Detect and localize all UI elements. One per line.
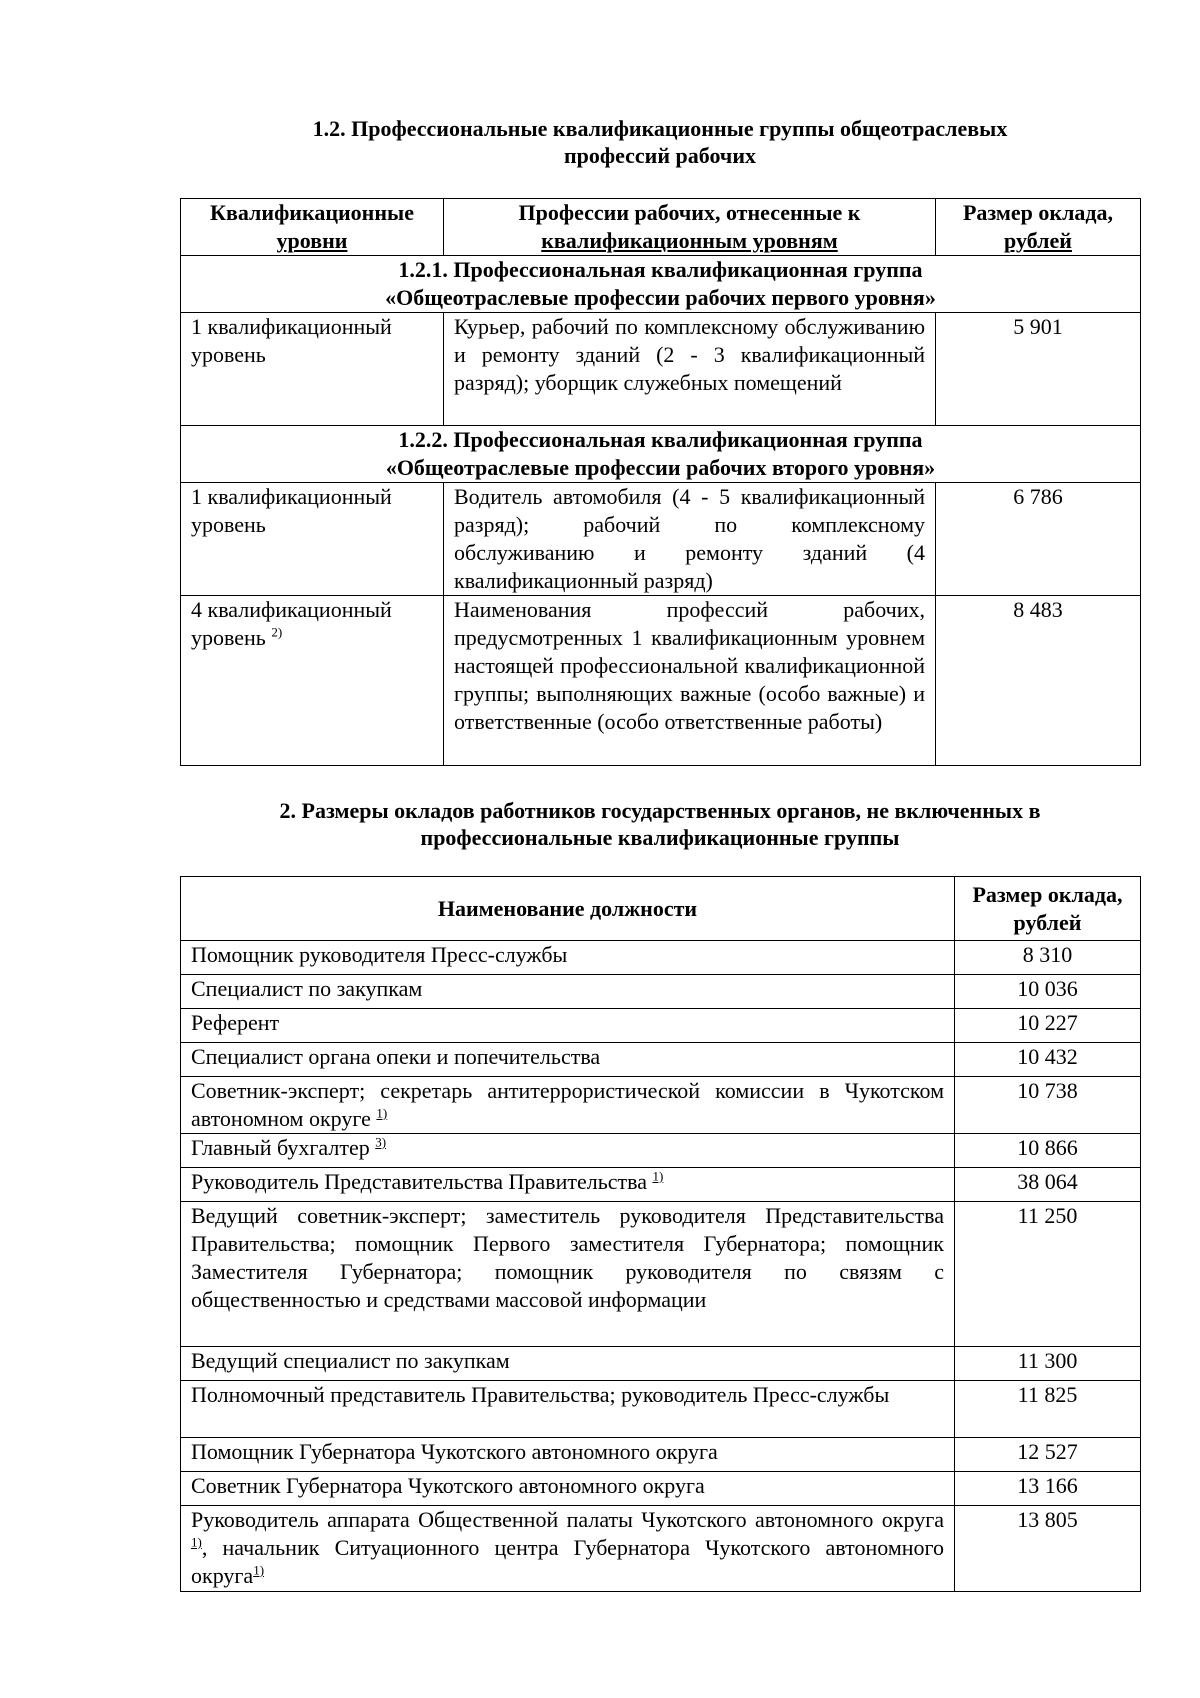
footnote-marker: 3)	[375, 1134, 387, 1150]
section-1-2-title-line2: профессий рабочих	[563, 143, 756, 168]
position-cell: Ведущий специалист по закупкам	[181, 1347, 955, 1381]
position-cell: Специалист органа опеки и попечительства	[181, 1043, 955, 1077]
salary-cell: 10 227	[955, 1009, 1141, 1043]
salary-cell: 10 432	[955, 1043, 1141, 1077]
section-2-title-line1: 2. Размеры окладов работников государственных органов, не включенных в	[279, 798, 1041, 823]
salary-cell: 11 825	[955, 1381, 1141, 1438]
salary-cell: 11 300	[955, 1347, 1141, 1381]
table-row	[181, 313, 1141, 426]
salary-cell: 6 786	[936, 483, 1141, 596]
salary-cell: 10 866	[955, 1134, 1141, 1168]
table-row	[181, 941, 1141, 975]
footnote-marker: 1)	[191, 1534, 202, 1550]
salary-cell: 11 250	[955, 1202, 1141, 1347]
column-header-position: Наименование должности	[181, 877, 955, 941]
group-1-2-2-title: 1.2.2. Профессиональная квалификационная группа «Общеотраслевые профессии рабочих второго уровня»	[181, 426, 1141, 483]
salary-cell: 8 310	[955, 941, 1141, 975]
column-header-salary: Размер оклада, рублей	[955, 877, 1141, 941]
positions-salary-table	[180, 876, 1141, 1592]
table-row	[181, 1347, 1141, 1381]
table-row	[181, 1134, 1141, 1168]
group-heading-row	[181, 426, 1141, 483]
table-header-row	[181, 199, 1141, 256]
column-header-professions: Профессии рабочих, отнесенные к квалификационным уровням	[444, 199, 936, 256]
level-cell: 4 квалификационный уровень $^{2)}$	[181, 596, 444, 766]
table-row	[181, 975, 1141, 1009]
table-row	[181, 1043, 1141, 1077]
column-header-salary: Размер оклада, рублей	[936, 199, 1141, 256]
section-2-title-line2: профессиональные квалификационные группы	[420, 825, 900, 850]
salary-cell: 12 527	[955, 1438, 1141, 1472]
table-row	[181, 1009, 1141, 1043]
salary-cell: 10 738	[955, 1077, 1141, 1134]
position-cell: Полномочный представитель Правительства; руководитель Пресс-службы	[181, 1381, 955, 1438]
salary-cell: 5 901	[936, 313, 1141, 426]
salary-cell: 8 483	[936, 596, 1141, 766]
footnote-marker: 1)	[376, 1105, 388, 1121]
section-2-title	[180, 797, 1140, 851]
column-header-levels: Квалификационные уровни	[181, 199, 444, 256]
salary-cell: 13 805	[955, 1506, 1141, 1592]
professions-cell: Курьер, рабочий по комплексному обслуживанию и ремонту зданий (2 - 3 квалификационный разряд); уборщик служебных помещений	[444, 313, 936, 426]
table-row	[181, 1202, 1141, 1347]
table-row	[181, 1506, 1141, 1592]
position-cell: Руководитель аппарата Общественной палаты Чукотского автономного округа $^{1)}$, начальник Ситуационного центра Губернатора Чукотского автономного округа$^{1)}$	[181, 1506, 955, 1592]
position-cell: Советник-эксперт; секретарь антитеррористической комиссии в Чукотском автономном округе $^{1)}$	[181, 1077, 955, 1134]
position-cell: Главный бухгалтер $^{3)}$	[181, 1134, 955, 1168]
section-1-2-title-line1: 1.2. Профессиональные квалификационные группы общеотраслевых	[312, 116, 1008, 141]
section-1-2-title	[180, 115, 1140, 169]
position-cell: Помощник Губернатора Чукотского автономного округа	[181, 1438, 955, 1472]
professions-cell: Водитель автомобиля (4 - 5 квалификационный разряд); рабочий по комплексному обслуживанию и ремонту зданий (4 квалификационный разряд)	[444, 483, 936, 596]
footnote-marker: 1)	[652, 1168, 664, 1184]
level-cell: 1 квалификационный уровень	[181, 483, 444, 596]
salary-cell: 13 166	[955, 1472, 1141, 1506]
group-heading-row	[181, 256, 1141, 313]
table-row	[181, 483, 1141, 596]
salary-cell: 38 064	[955, 1168, 1141, 1202]
table-header-row	[181, 877, 1141, 941]
table-row	[181, 596, 1141, 766]
qualification-groups-table	[180, 198, 1141, 766]
position-cell: Ведущий советник-эксперт; заместитель руководителя Представительства Правительства; помощник Первого заместителя Губернатора; помощник Заместителя Губернатора; помощник руководителя по связям с общественностью и средствами массовой информации	[181, 1202, 955, 1347]
table-row	[181, 1472, 1141, 1506]
position-cell: Специалист по закупкам	[181, 975, 955, 1009]
table-row	[181, 1168, 1141, 1202]
table-row	[181, 1077, 1141, 1134]
position-cell: Руководитель Представительства Правительства $^{1)}$	[181, 1168, 955, 1202]
salary-cell: 10 036	[955, 975, 1141, 1009]
professions-cell: Наименования профессий рабочих, предусмотренных 1 квалификационным уровнем настоящей профессиональной квалификационной группы; выполняющих важные (особо важные) и ответственные (особо ответственные работы)	[444, 596, 936, 766]
table-row	[181, 1438, 1141, 1472]
level-cell: 1 квалификационный уровень	[181, 313, 444, 426]
position-cell: Советник Губернатора Чукотского автономного округа	[181, 1472, 955, 1506]
group-1-2-1-title: 1.2.1. Профессиональная квалификационная группа «Общеотраслевые профессии рабочих первого уровня»	[181, 256, 1141, 313]
position-cell: Референт	[181, 1009, 955, 1043]
footnote-marker: 2)	[271, 624, 283, 640]
table-row	[181, 1381, 1141, 1438]
footnote-marker: 1)	[253, 1562, 265, 1578]
position-cell: Помощник руководителя Пресс-службы	[181, 941, 955, 975]
